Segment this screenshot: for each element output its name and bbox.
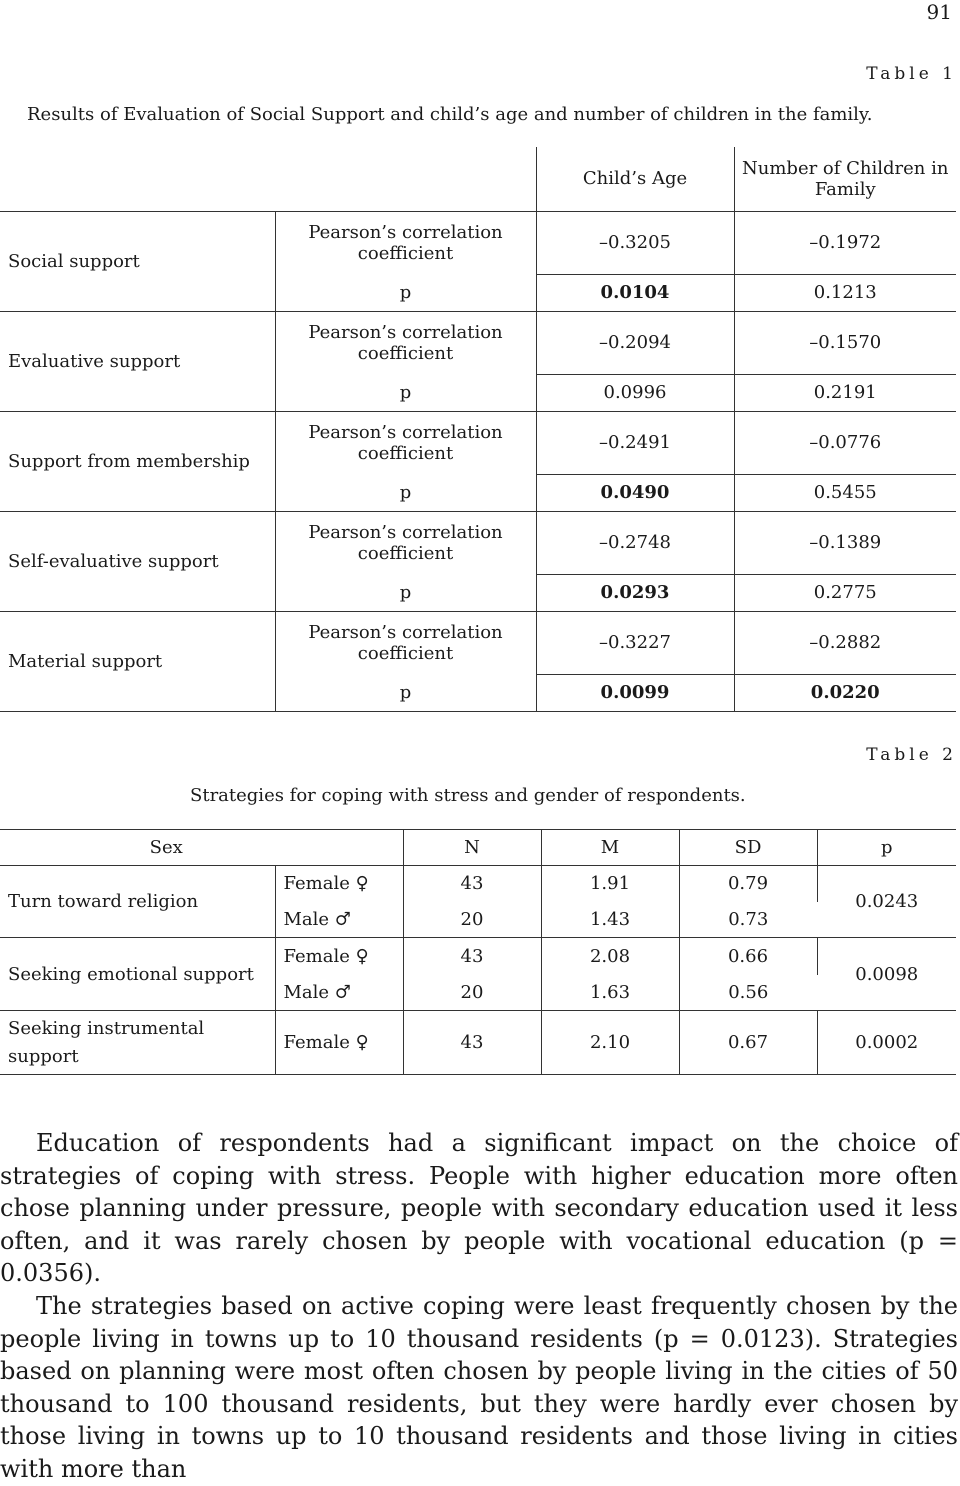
cell-value: 43 [403, 1011, 541, 1075]
cell-value: 0.1213 [734, 274, 956, 311]
sex-cell: Female ♀ [275, 866, 403, 902]
table1 [0, 147, 956, 712]
col-header-m: M [541, 830, 679, 866]
cell-value: 0.0243 [855, 891, 919, 912]
col-header-sex: Sex [0, 830, 403, 866]
stat-label: p [275, 674, 536, 711]
row-label: Social support [0, 211, 275, 311]
cell-value: –0.0776 [734, 411, 956, 474]
table1-label: Table 1 [866, 64, 957, 84]
col-header-n: N [403, 830, 541, 866]
table2-caption: Strategies for coping with stress and gender of respondents. [190, 785, 746, 806]
row-label: Self-evaluative support [0, 511, 275, 611]
cell-value: 0.0104 [536, 274, 734, 311]
stat-label: Pearson’s correlation coefficient [275, 411, 536, 474]
col-header-childs-age: Child’s Age [536, 147, 734, 211]
cell-value: –0.1389 [734, 511, 956, 574]
paragraph: The strategies based on active coping were least frequently chosen by the people living in towns up to 10 thousand residents (p = 0.0123). Strategies based on planning were most often chosen by people living in the cities of 50 thousand to 100 thousand residents, but they were hardly ever chosen by those living in towns up to 10 thousand residents and those living in cities with more than [0, 1291, 958, 1483]
sex-cell: Male ♂ [275, 902, 403, 938]
cell-value: 0.0099 [536, 674, 734, 711]
table2 [0, 829, 956, 1075]
table-row [0, 611, 956, 674]
col-header-p: p [817, 830, 956, 866]
cell-value: 0.2775 [734, 574, 956, 611]
cell-value: 1.91 [541, 866, 679, 902]
stat-label: p [275, 374, 536, 411]
sex-cell: Female ♀ [275, 1011, 403, 1075]
cell-value: 1.63 [541, 975, 679, 1011]
stat-label: p [275, 274, 536, 311]
stat-label: p [275, 574, 536, 611]
row-label: Evaluative support [0, 311, 275, 411]
cell-value: 0.66 [679, 938, 817, 975]
cell-value: 0.67 [679, 1011, 817, 1075]
cell-value: 43 [403, 938, 541, 975]
cell-value: 2.10 [541, 1011, 679, 1075]
cell-value: 0.0996 [536, 374, 734, 411]
cell-value: 0.73 [728, 908, 769, 930]
cell-value: 20 [403, 902, 541, 938]
cell-value: 0.0098 [817, 938, 956, 1011]
cell-value: –0.2094 [536, 311, 734, 374]
cell-value: 0.0220 [734, 674, 956, 711]
sex-cell: Female ♀ [275, 938, 403, 975]
cell-value: 43 [403, 866, 541, 902]
row-label: Support from membership [0, 411, 275, 511]
table-row [0, 938, 956, 975]
table-row [0, 411, 956, 474]
paragraph: Education of respondents had a significant impact on the choice of strategies of coping with stress. People with higher education more often chose planning under pressure, people with secondary education used it less often, and it was rarely chosen by people with vocational education (p = 0.0356). [0, 1129, 958, 1288]
row-label: Turn toward religion [0, 866, 275, 938]
cell-value: 20 [403, 975, 541, 1011]
stat-label: Pearson’s correlation coefficient [275, 311, 536, 374]
stat-label: p [275, 474, 536, 511]
cell-value: 0.0490 [536, 474, 734, 511]
sex-cell: Male ♂ [275, 975, 403, 1011]
stat-label: Pearson’s correlation coefficient [275, 611, 536, 674]
cell-value: –0.2882 [734, 611, 956, 674]
row-label: Seeking emotional support [0, 938, 275, 1011]
cell-value: 0.5455 [734, 474, 956, 511]
cell-value: –0.1570 [734, 311, 956, 374]
table1-caption: Results of Evaluation of Social Support and child’s age and number of children in the family. [27, 104, 873, 125]
table-row [0, 866, 956, 902]
col-header-sd: SD [679, 830, 817, 866]
cell-value: 0.0002 [817, 1011, 956, 1075]
table-row [0, 311, 956, 374]
table2-label: Table 2 [866, 745, 957, 765]
cell-value: –0.3205 [536, 211, 734, 274]
row-label: Material support [0, 611, 275, 711]
cell-value: –0.2748 [536, 511, 734, 574]
body-text [0, 1127, 958, 1486]
cell-value: 0.0293 [536, 574, 734, 611]
row-label: Seeking instrumental support [0, 1011, 275, 1075]
cell-value: 0.2191 [734, 374, 956, 411]
stat-label: Pearson’s correlation coefficient [275, 211, 536, 274]
col-header-number-of-children: Number of Children in Family [742, 157, 949, 200]
cell-value: 0.56 [728, 981, 769, 1003]
table-row [0, 511, 956, 574]
table-row [0, 211, 956, 274]
cell-value: –0.3227 [536, 611, 734, 674]
page-number: 91 [926, 0, 952, 24]
table-row [0, 1011, 956, 1075]
cell-value: –0.1972 [734, 211, 956, 274]
cell-value: 1.43 [541, 902, 679, 938]
cell-value: –0.2491 [536, 411, 734, 474]
cell-value: 0.79 [679, 866, 817, 902]
cell-value: 2.08 [541, 938, 679, 975]
stat-label: Pearson’s correlation coefficient [275, 511, 536, 574]
